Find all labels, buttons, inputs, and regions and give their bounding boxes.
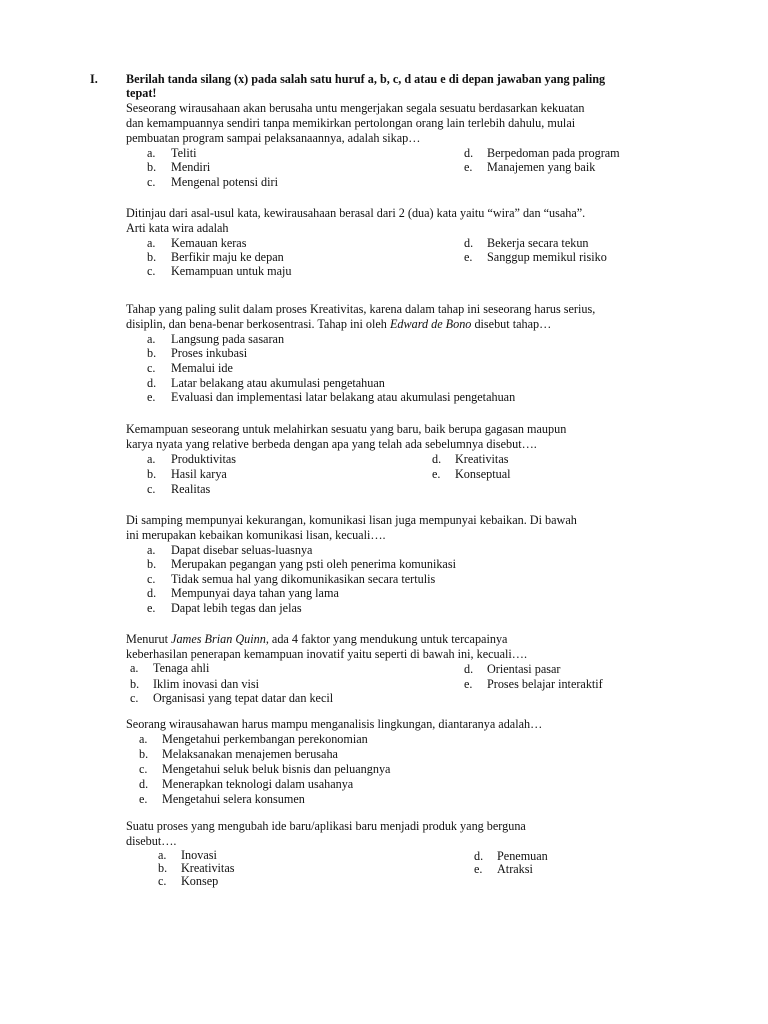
question-5-option-b[interactable]: Merupakan pegangan yang psti oleh penerima komunikasi (171, 557, 456, 571)
question-1-option-d[interactable]: Berpedoman pada program (487, 146, 620, 160)
question-4-option-b[interactable]: Hasil karya (171, 467, 227, 481)
option-letter: d. (474, 849, 484, 863)
option-letter: e. (139, 792, 148, 806)
question-7-option-e[interactable]: Mengetahui selera konsumen (162, 792, 305, 806)
question-1-option-e[interactable]: Manajemen yang baik (487, 160, 596, 174)
question-1-text: Seseorang wirausahaan akan berusaha untu mengerjakan segala sesuatu berdasarkan kekuatan (126, 101, 585, 115)
option-letter: e. (464, 160, 473, 174)
question-8-option-b[interactable]: Kreativitas (181, 861, 235, 875)
question-2-option-c[interactable]: Kemampuan untuk maju (171, 264, 292, 278)
option-letter: a. (147, 236, 156, 250)
question-6-option-c[interactable]: Organisasi yang tepat datar dan kecil (153, 691, 334, 705)
option-letter: c. (158, 874, 167, 888)
question-8-text: disebut…. (126, 834, 177, 848)
question-6-option-d[interactable]: Orientasi pasar (487, 662, 561, 676)
option-letter: e. (464, 677, 473, 691)
question-5-text: Di samping mempunyai kekurangan, komunikasi lisan juga mempunyai kebaikan. Di bawah (126, 513, 577, 527)
instruction-line-2: tepat! (126, 86, 157, 100)
question-1-text: pembuatan program sampai pelaksanaannya, adalah sikap… (126, 131, 421, 145)
question-1-option-b[interactable]: Mendiri (171, 160, 211, 174)
question-6-text: Menurut James Brian Quinn, ada 4 faktor yang mendukung untuk tercapainya (126, 632, 508, 646)
option-letter: b. (158, 861, 168, 875)
author-name: Edward de Bono (389, 317, 472, 331)
option-letter: d. (139, 777, 149, 791)
option-letter: d. (147, 586, 157, 600)
question-5-option-c[interactable]: Tidak semua hal yang dikomunikasikan secara tertulis (171, 572, 436, 586)
question-5-option-d[interactable]: Mempunyai daya tahan yang lama (171, 586, 339, 600)
option-letter: d. (464, 662, 474, 676)
option-letter: a. (130, 661, 139, 675)
question-6-option-a[interactable]: Tenaga ahli (153, 661, 210, 675)
question-6-option-b[interactable]: Iklim inovasi dan visi (153, 677, 259, 691)
question-7-option-b[interactable]: Melaksanakan menajemen berusaha (162, 747, 338, 761)
option-letter: c. (147, 361, 156, 375)
question-2-option-b[interactable]: Berfikir maju ke depan (171, 250, 284, 264)
option-letter: e. (464, 250, 473, 264)
option-letter: c. (147, 482, 156, 496)
question-3-text: Tahap yang paling sulit dalam proses Kreativitas, karena dalam tahap ini seseorang harus serius, (126, 302, 596, 316)
question-1-option-a[interactable]: Teliti (171, 146, 197, 160)
option-letter: a. (158, 848, 167, 862)
section-number: I. (90, 72, 98, 86)
question-8-text: Suatu proses yang mengubah ide baru/aplikasi baru menjadi produk yang berguna (126, 819, 526, 833)
question-5-text: ini merupakan kebaikan komunikasi lisan, kecuali…. (126, 528, 386, 542)
question-3-option-a[interactable]: Langsung pada sasaran (171, 332, 285, 346)
question-8-option-d[interactable]: Penemuan (497, 849, 548, 863)
question-6-option-e[interactable]: Proses belajar interaktif (487, 677, 603, 691)
option-letter: b. (147, 557, 157, 571)
option-letter: a. (147, 332, 156, 346)
option-letter: d. (464, 146, 474, 160)
question-8-option-e[interactable]: Atraksi (497, 862, 533, 876)
option-letter: a. (147, 543, 156, 557)
option-letter: a. (147, 452, 156, 466)
question-4-text: Kemampuan seseorang untuk melahirkan sesuatu yang baru, baik berupa gagasan maupun (126, 422, 567, 436)
question-3-text: disiplin, dan bena-benar berkosentrasi. Tahap ini oleh Edward de Bono disebut tahap… (126, 317, 552, 331)
option-letter: d. (464, 236, 474, 250)
question-4-option-c[interactable]: Realitas (171, 482, 211, 496)
option-letter: d. (147, 376, 157, 390)
question-7-option-d[interactable]: Menerapkan teknologi dalam usahanya (162, 777, 354, 791)
option-letter: b. (147, 250, 157, 264)
option-letter: e. (432, 467, 441, 481)
option-letter: e. (474, 862, 483, 876)
question-2-text: Ditinjau dari asal-usul kata, kewirausahaan berasal dari 2 (dua) kata yaitu “wira” dan “usaha”. (126, 206, 586, 220)
question-2-option-a[interactable]: Kemauan keras (171, 236, 247, 250)
question-8-option-c[interactable]: Konsep (181, 874, 219, 888)
question-3-option-d[interactable]: Latar belakang atau akumulasi pengetahuan (171, 376, 385, 390)
question-7-option-a[interactable]: Mengetahui perkembangan perekonomian (162, 732, 368, 746)
option-letter: e. (147, 601, 156, 615)
option-letter: c. (147, 175, 156, 189)
question-5-option-a[interactable]: Dapat disebar seluas-luasnya (171, 543, 313, 557)
question-5-option-e[interactable]: Dapat lebih tegas dan jelas (171, 601, 302, 615)
question-4-option-a[interactable]: Produktivitas (171, 452, 237, 466)
question-8-option-a[interactable]: Inovasi (181, 848, 217, 862)
question-1-text: dan kemampuannya sendiri tanpa memikirkan pertolongan orang lain terlebih dahulu, mulai (126, 116, 576, 130)
option-letter: d. (432, 452, 442, 466)
option-letter: c. (147, 572, 156, 586)
option-letter: a. (147, 146, 156, 160)
question-1-option-c[interactable]: Mengenal potensi diri (171, 175, 278, 189)
option-letter: b. (147, 160, 157, 174)
question-3-option-e[interactable]: Evaluasi dan implementasi latar belakang atau akumulasi pengetahuan (171, 390, 516, 404)
option-letter: c. (147, 264, 156, 278)
option-letter: b. (147, 346, 157, 360)
author-name: James Brian Quinn (171, 632, 266, 646)
option-letter: c. (139, 762, 148, 776)
option-letter: b. (130, 677, 140, 691)
question-2-text: Arti kata wira adalah (126, 221, 229, 235)
question-3-option-c[interactable]: Memalui ide (171, 361, 233, 375)
option-letter: b. (139, 747, 149, 761)
instruction-line-1: Berilah tanda silang (x) pada salah satu huruf a, b, c, d atau e di depan jawaban yang paling (126, 72, 606, 86)
question-4-option-e[interactable]: Konseptual (455, 467, 511, 481)
option-letter: b. (147, 467, 157, 481)
question-4-option-d[interactable]: Kreativitas (455, 452, 509, 466)
option-letter: e. (147, 390, 156, 404)
question-6-text: keberhasilan penerapan kemampuan inovatif yaitu seperti di bawah ini, kecuali…. (126, 647, 528, 661)
question-7-option-c[interactable]: Mengetahui seluk beluk bisnis dan peluangnya (162, 762, 391, 776)
question-3-option-b[interactable]: Proses inkubasi (171, 346, 248, 360)
question-7-text: Seorang wirausahawan harus mampu menganalisis lingkungan, diantaranya adalah… (126, 717, 543, 731)
option-letter: a. (139, 732, 148, 746)
question-2-option-d[interactable]: Bekerja secara tekun (487, 236, 589, 250)
question-2-option-e[interactable]: Sanggup memikul risiko (487, 250, 607, 264)
option-letter: c. (130, 691, 139, 705)
question-4-text: karya nyata yang relative berbeda dengan apa yang telah ada sebelumnya disebut…. (126, 437, 537, 451)
